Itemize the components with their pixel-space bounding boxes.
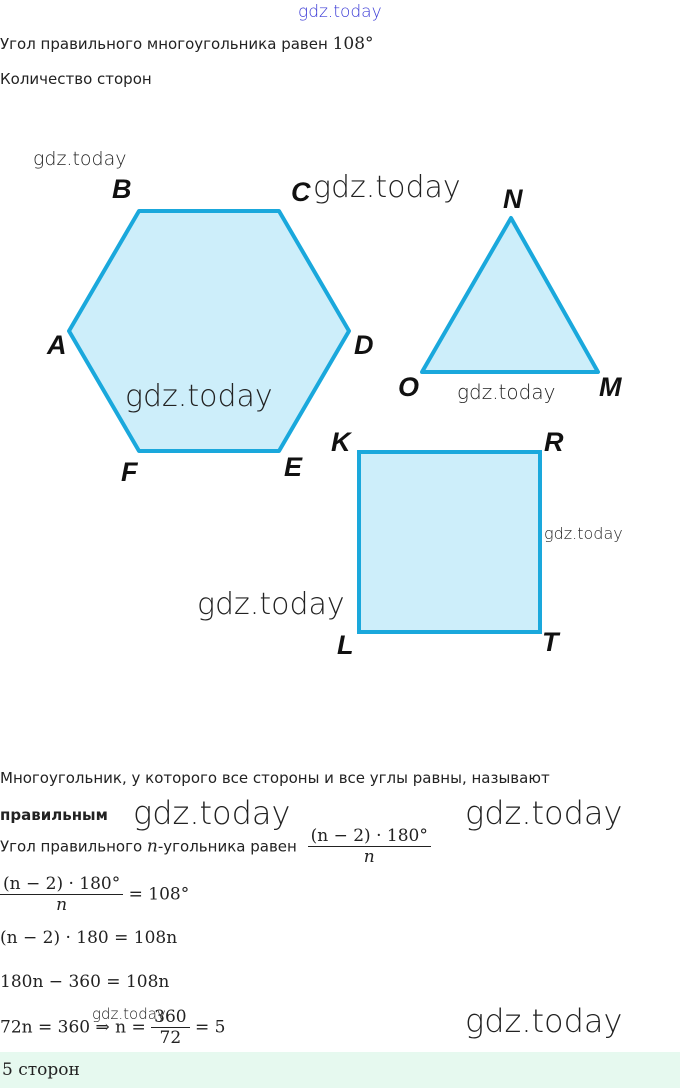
question-angle: 108° (332, 34, 374, 54)
vertex-label-f: F (121, 457, 138, 487)
vertex-label-e: E (284, 452, 303, 482)
equation-4-numerator: 360 (151, 1007, 189, 1028)
formula-line (0, 826, 431, 867)
watermark-solution-4: gdz.today (465, 1002, 623, 1040)
vertex-label-n: N (503, 184, 523, 214)
square-shape (359, 452, 540, 632)
answer-box (0, 1052, 680, 1088)
question-ask: Количество сторон (0, 70, 152, 88)
vertex-label-c: C (291, 177, 311, 207)
watermark-figure-3: gdz.today (125, 379, 273, 414)
equation-1 (0, 874, 189, 915)
vertex-label-k: K (331, 427, 351, 457)
definition-term: правильным (0, 806, 108, 824)
equation-3: 180n − 360 = 108n (0, 972, 170, 992)
equation-4-denominator: 72 (159, 1028, 182, 1048)
watermark-figure-5: gdz.today (544, 524, 623, 543)
vertex-label-d: D (354, 330, 374, 360)
formula-var: n (146, 836, 158, 857)
watermark-solution-3: gdz.today (92, 1005, 166, 1023)
formula-fraction (308, 826, 431, 867)
watermark-top: gdz.today (298, 2, 382, 22)
vertex-label-t: T (542, 627, 559, 657)
equation-1-numerator: (n − 2) · 180° (0, 874, 123, 895)
vertex-label-l: L (337, 630, 354, 660)
vertex-label-m: M (599, 372, 622, 402)
vertex-label-b: B (112, 174, 132, 204)
equation-4 (0, 1007, 225, 1048)
equation-2: (n − 2) · 180 = 108n (0, 928, 178, 948)
formula-numerator: (n − 2) · 180° (308, 826, 431, 847)
equation-4-lhs: 72n = 360 ⇒ n = (0, 1017, 146, 1038)
watermark-figure-4: gdz.today (457, 380, 556, 404)
formula-suffix: -угольника равен (157, 837, 297, 856)
answer-text: 5 сторон (2, 1060, 80, 1080)
hexagon-shape (69, 211, 349, 451)
formula-prefix: Угол правильного (0, 837, 143, 856)
watermark-figure-1: gdz.today (33, 148, 127, 170)
equation-4-fraction (151, 1007, 189, 1048)
formula-denominator: n (363, 847, 375, 867)
question-prefix: Угол правильного многоугольника равен (0, 35, 328, 53)
watermark-figure-2: gdz.today (313, 170, 461, 205)
definition-text: Многоугольник, у которого все стороны и все углы равны, называют (0, 769, 550, 787)
vertex-label-a: A (47, 330, 67, 360)
equation-1-fraction (0, 874, 123, 915)
watermark-figure-6: gdz.today (197, 587, 345, 622)
equation-1-rhs: = 108° (128, 884, 190, 905)
vertex-label-o: O (398, 372, 420, 402)
watermark-solution-1: gdz.today (133, 794, 291, 832)
watermark-solution-2: gdz.today (465, 794, 623, 832)
equation-4-rhs: = 5 (195, 1017, 226, 1038)
triangle-shape (422, 218, 598, 372)
equation-1-denominator: n (56, 895, 68, 915)
vertex-label-r: R (544, 427, 564, 457)
